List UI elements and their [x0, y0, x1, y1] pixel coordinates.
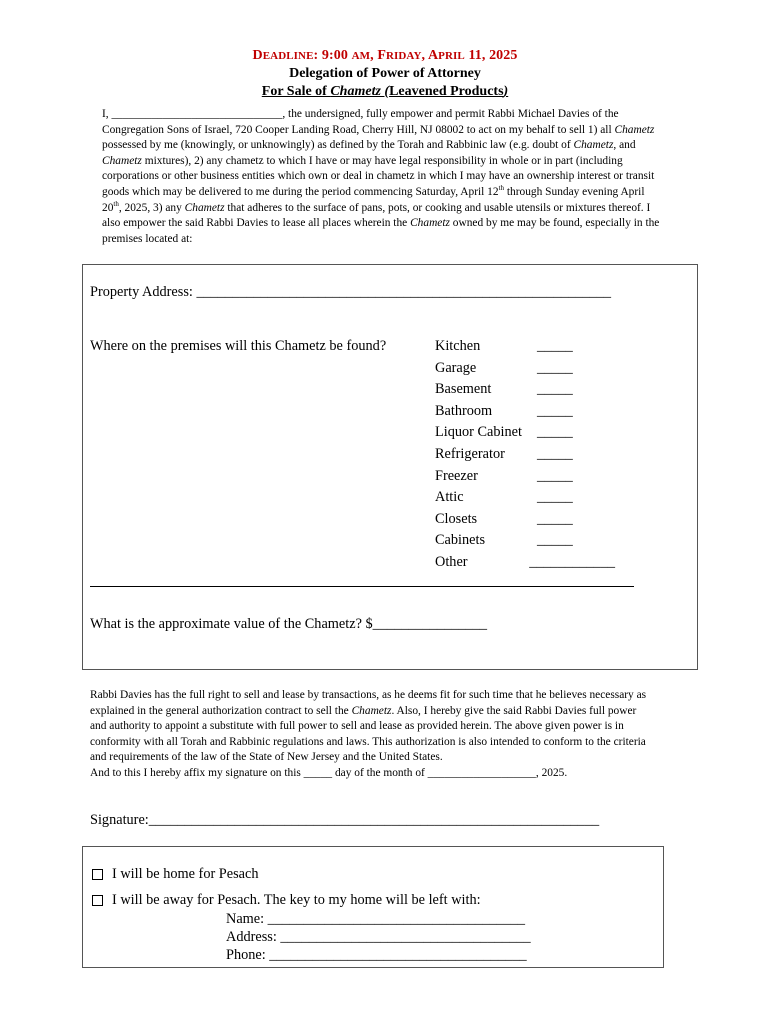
list-item: Liquor Cabinet _____ — [435, 424, 573, 441]
location-blank[interactable]: _____ — [537, 532, 573, 549]
property-address-line[interactable]: __________________________________________________________ — [196, 284, 612, 300]
location-blank[interactable]: _____ — [537, 338, 573, 354]
document-title: Delegation of Power of Attorney — [289, 66, 481, 81]
list-item: Attic _____ — [435, 489, 573, 506]
location-blank[interactable]: _____ — [537, 381, 573, 398]
list-item: Kitchen _____ — [435, 338, 573, 354]
location-blank[interactable]: _____ — [537, 489, 573, 506]
chametz-value-line[interactable]: ________________ — [372, 616, 488, 632]
chametz-value-field[interactable] — [90, 616, 487, 633]
location-blank[interactable]: _____ — [537, 445, 573, 462]
location-blank[interactable]: _____ — [537, 359, 573, 376]
list-item: Cabinets _____ — [435, 532, 573, 549]
signature-field[interactable] — [90, 812, 599, 829]
home-option-label: I will be home for Pesach — [112, 866, 259, 882]
deadline-heading: DEADLINE: 9:00 AM, FRIDAY, APRIL 11, 2025 — [252, 48, 518, 63]
list-item: Freezer _____ — [435, 467, 573, 484]
home-for-pesach-option[interactable] — [92, 866, 259, 883]
list-item: Refrigerator _____ — [435, 445, 573, 462]
list-item: Other ____________ — [435, 553, 615, 570]
list-item: Basement _____ — [435, 381, 573, 398]
location-question: Where on the premises will this Chametz be found? — [90, 338, 387, 354]
signature-date-line[interactable]: And to this I hereby affix my signature on this _____ day of the month of ___________________, 2025. — [90, 766, 568, 779]
other-location-line[interactable] — [90, 586, 634, 587]
location-blank[interactable]: _____ — [537, 467, 573, 484]
away-for-pesach-option[interactable] — [92, 892, 481, 909]
list-item: Closets _____ — [435, 510, 573, 527]
key-holder-phone-field[interactable]: Phone: ____________________________________ — [226, 947, 527, 963]
away-option-label: I will be away for Pesach. The key to my home will be left with: — [112, 892, 481, 908]
intro-paragraph: I, ______________________________, the undersigned, fully empower and permit Rabbi Michael Davies of the Congregation Sons of Israel, 720 Cooper Landing Road, Cherry Hill, NJ 08002 to act on my behalf to sell 1) all Chametz possessed by me (knowingly, or unknowingly) as defined by the Torah and Rabbinic law (e.g. doubt of Chametz, and Chametz mixtures), 2) any chametz to which I have or may have legal responsibility in whole or in part (including corporations or other business entities which own or deal in chametz in which I may have an ownership interest or transit goods which may be delivered to me during the period commencing Saturday, April 12th through Sunday evening April 20th, 2025, 3) any Chametz that adheres to the surface of pans, pots, or cooking and usable utensils or mixtures thereof. I also empower the said Rabbi Davies to lease all places wherein the Chametz owned by me may be found, especially in the premises located at: — [102, 108, 660, 245]
location-blank[interactable]: ____________ — [529, 553, 615, 570]
list-item: Garage _____ — [435, 359, 573, 376]
location-blank[interactable]: _____ — [537, 424, 573, 441]
list-item: Bathroom _____ — [435, 402, 573, 419]
document-subtitle: For Sale of Chametz (Leavened Products) — [261, 84, 509, 99]
home-checkbox[interactable] — [92, 869, 103, 880]
key-holder-name-field[interactable]: Name: ____________________________________ — [226, 911, 526, 927]
authority-paragraph: Rabbi Davies has the full right to sell and lease by transactions, as he deems fit for such time that he believes necessary as explained in the general authorization contract to sell the Chametz. Also, I hereby give the said Rabbi Davies full power and authority to appoint a substitute with full power to sell and lease as provided herein. The above given power is in conformity with all Torah and Rabbinic regulations and laws. This authorization is also intended to conform to the criteria and requirements of the law of the State of New Jersey and the United States. And to this I hereby affix my signature on this _____ day of the month of ___________________, 2025. — [90, 689, 647, 779]
property-address-field[interactable] — [90, 284, 611, 301]
away-checkbox[interactable] — [92, 895, 103, 906]
property-address-label: Property Address: — [90, 284, 197, 300]
chametz-value-label: What is the approximate value of the Chametz? $ — [90, 616, 373, 632]
signature-line[interactable]: _______________________________________________________________ — [148, 812, 600, 828]
location-list — [435, 338, 615, 576]
location-blank[interactable]: _____ — [537, 510, 573, 527]
key-holder-fields — [226, 910, 531, 964]
key-holder-address-field[interactable]: Address: ___________________________________ — [226, 929, 531, 945]
signature-label: Signature: — [90, 812, 149, 828]
location-blank[interactable]: _____ — [537, 402, 573, 419]
